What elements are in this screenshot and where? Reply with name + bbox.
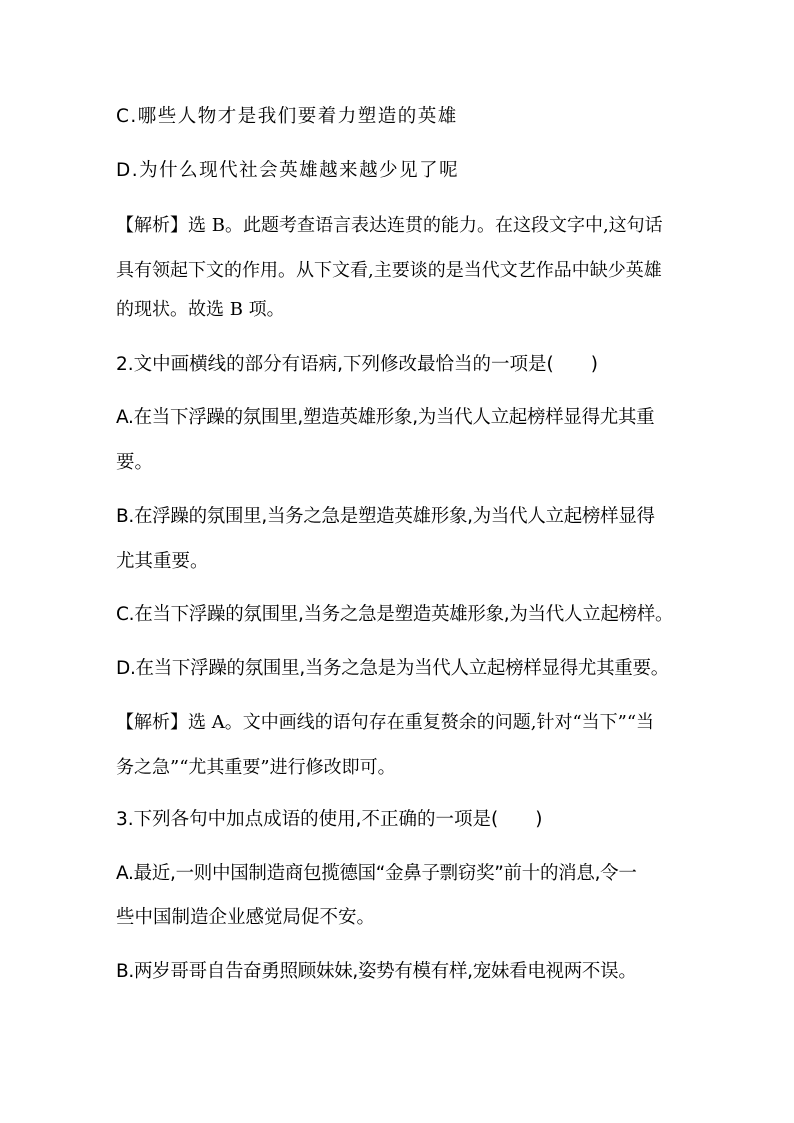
analysis-2-line-2: 务之急”“尤其重要”进行修改即可。 [116,757,396,778]
question-2-option-b-line-1: B.在浮躁的氛围里,当务之急是塑造英雄形象,为当代人立起榜样显得 [116,506,655,527]
analysis-1-line-1: 【解析】选 B。此题考查语言表达连贯的能力。在这段文字中,这句话 [116,215,663,236]
question-2-option-a-line-1: A.在当下浮躁的氛围里,塑造英雄形象,为当代人立起榜样显得尤其重 [116,407,655,428]
question-2-option-d: D.在当下浮躁的氛围里,当务之急是为当代人立起榜样显得尤其重要。 [116,658,669,679]
question-2-stem: 2.文中画横线的部分有语病,下列修改最恰当的一项是( ) [116,354,598,375]
question-2-option-c: C.在当下浮躁的氛围里,当务之急是塑造英雄形象,为当代人立起榜样。 [116,604,674,625]
question-3-option-b: B.两岁哥哥自告奋勇照顾妹妹,姿势有模有样,宠妹看电视两不误。 [116,961,637,982]
question-2-option-b-line-2: 尤其重要。 [116,551,209,572]
question-3-option-a-line-1: A.最近,一则中国制造商包揽德国“金鼻子剽窃奖”前十的消息,令一 [116,863,637,884]
analysis-1-line-2: 具有领起下文的作用。从下文看,主要谈的是当代文艺作品中缺少英雄 [116,260,662,281]
question-3-option-a-line-2: 些中国制造企业感觉局促不安。 [116,907,376,928]
option-d: D.为什么现代社会英雄越来越少见了呢 [116,160,460,181]
analysis-1-line-3: 的现状。故选 B 项。 [116,299,285,320]
option-c: C.哪些人物才是我们要着力塑造的英雄 [116,106,458,127]
analysis-2-line-1: 【解析】选 A。文中画线的语句存在重复赘余的问题,针对“当下”“当 [116,712,655,733]
question-2-option-a-line-2: 要。 [116,452,154,473]
question-3-stem: 3.下列各句中加点成语的使用,不正确的一项是( ) [116,809,543,830]
